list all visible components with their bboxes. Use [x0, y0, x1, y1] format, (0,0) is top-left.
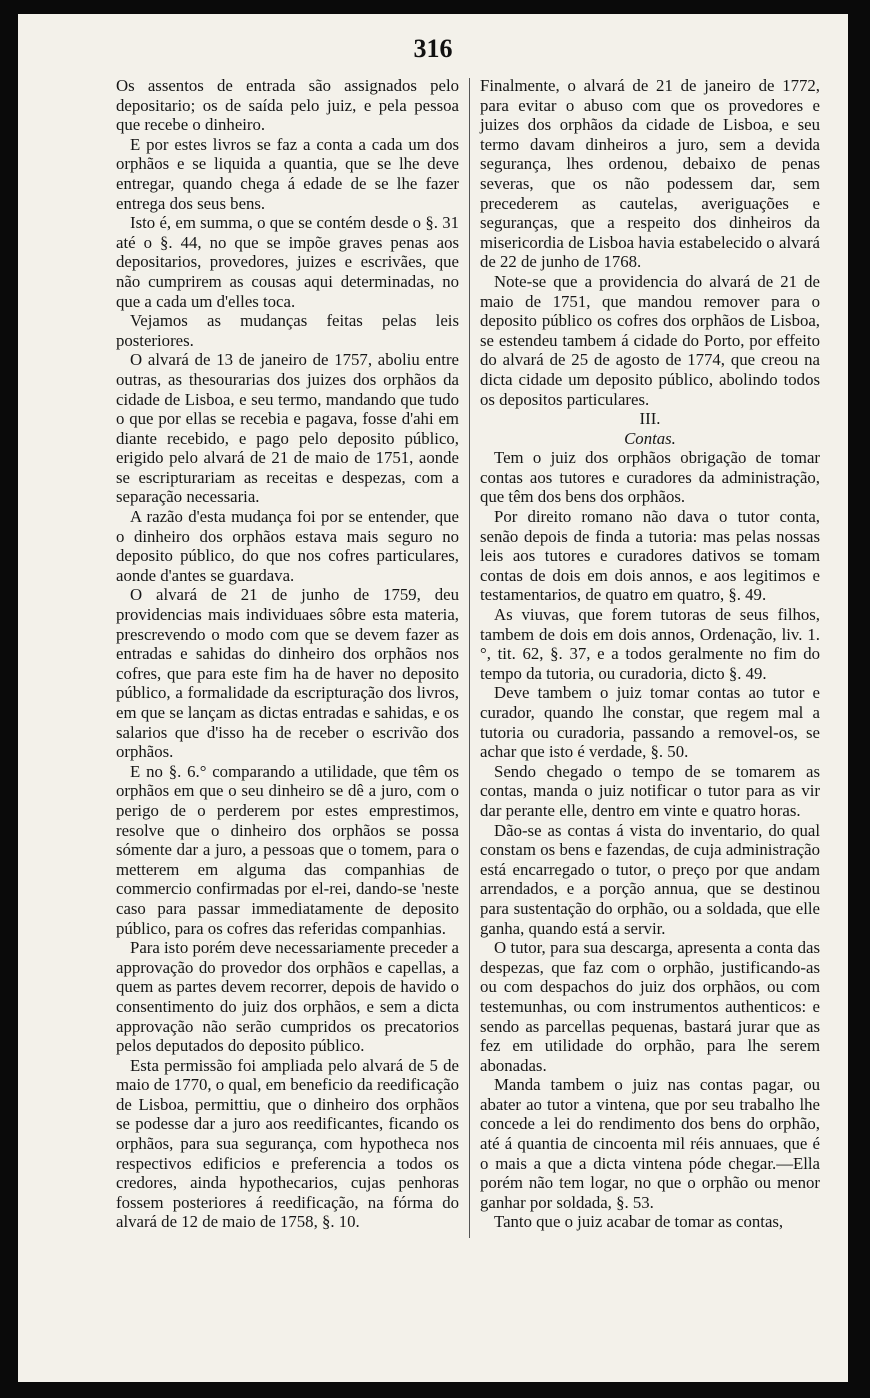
page-number: 316: [413, 34, 453, 63]
paragraph: O alvará de 13 de janeiro de 1757, aboliu entre outras, as thesourarias dos juizes dos orphãos da cidade de Lisboa, e seu termo, mandando que tudo o que por ellas se recebia e pagava, fosse d'ahi em diante recebido, e pago pelo deposito público, erigido pelo alvará de 21 de maio de 1751, aonde se escripturariam as receitas e despezas, com a separação necessaria.: [116, 350, 459, 507]
paragraph: As viuvas, que forem tutoras de seus filhos, tambem de dois em dois annos, Ordenação, liv. 1.°, tit. 62, §. 37, e a todos geralmente no fim do tempo da tutoria, ou curadoria, dicto §. 49.: [480, 605, 820, 683]
column-divider: [469, 78, 470, 1238]
paragraph: Esta permissão foi ampliada pelo alvará de 5 de maio de 1770, o qual, em beneficio da reedificação de Lisboa, permittiu, que o dinheiro dos orphãos se podesse dar a juro aos reedificantes, ficando os orphãos, para sua segurança, com hypotheca nos respectivos edificios e preferencia a todos os credores, ainda hypothecarios, cujas penhoras fossem posteriores á reedificação, na fórma do alvará de 12 de maio de 1758, §. 10.: [116, 1055, 459, 1232]
section-number: III.: [639, 409, 661, 429]
paragraph: Sendo chegado o tempo de se tomarem as contas, manda o juiz notificar o tutor para as vir dar perante elle, dentro em vinte e quatro horas.: [480, 761, 820, 820]
paragraph: Note-se que a providencia do alvará de 21 de maio de 1751, que mandou remover para o deposito público os cofres dos orphãos de Lisboa, se estendeu tambem á cidade do Porto, por effeito do alvará de 25 de agosto de 1774, que creou na dicta cidade um deposito público, abolindo todos os depositos particulares.: [480, 271, 820, 409]
paragraph: Finalmente, o alvará de 21 de janeiro de 1772, para evitar o abuso com que os provedores e juizes dos orphãos da cidade de Lisboa, e seu termo davam dinheiros a juro, sem a devida segurança, lhes ordenou, debaixo de penas severas, que os não podessem dar, sem precederem as cautelas, averiguações e seguranças, que a respeito dos dinheiros da misericordia de Lisboa havia estabelecido o alvará de 22 de junho de 1768.: [480, 76, 820, 272]
paragraph: Manda tambem o juiz nas contas pagar, ou abater ao tutor a vintena, que por seu trabalho lhe concede a lei do rendimento dos bens do orphão, até á quantia de cincoenta mil réis annuaes, que é o mais a que a dicta vintena póde chegar.—Ella porém não tem logar, no que o orphão ou menor ganhar por soldada, §. 53.: [480, 1075, 820, 1212]
right-column: [480, 76, 820, 1232]
paragraph: Tanto que o juiz acabar de tomar as contas,: [494, 1212, 784, 1232]
paragraph: Tem o juiz dos orphãos obrigação de tomar contas aos tutores e curadores da administração, que têm dos bens dos orphãos.: [480, 448, 820, 507]
paragraph: Dão-se as contas á vista do inventario, do qual constam os bens e fazendas, de cuja administração está encarregado o tutor, o preço por que andam arrendados, e a porção annua, que se destinou para sustentação do orphão, ou a soldada, que elle ganha, quando está a servir.: [480, 820, 820, 938]
left-column: [116, 76, 459, 1232]
paragraph: O alvará de 21 de junho de 1759, deu providencias mais individuaes sôbre esta materia, prescrevendo o modo com que se devem fazer as entradas e sahidas do dinheiro dos orphãos nos cofres, que para este fim ha de haver no deposito público, a formalidade da escripturação dos livros, em que se lançam as dictas entradas e sahidas, e os salarios que d'isso ha de receber o escrivão dos orphãos.: [116, 585, 459, 762]
paragraph: E por estes livros se faz a conta a cada um dos orphãos e se liquida a quantia, que se lhe deve entregar, quando chega á edade de se lhe fazer entrega dos seus bens.: [116, 134, 459, 213]
paragraph: Por direito romano não dava o tutor conta, senão depois de finda a tutoria: mas pelas nossas leis aos tutores e curadores dativos se tomam contas de dois em dois annos, e aos legitimos e testamentarios, de quatro em quatro, §. 49.: [480, 507, 820, 605]
section-title: Contas.: [624, 428, 676, 448]
paragraph: Isto é, em summa, o que se contém desde o §. 31 até o §. 44, no que se impõe graves penas aos depositarios, provedores, juizes e escrivães, que não cumprirem as cousas aqui determinadas, no que a cada um d'elles toca.: [116, 213, 459, 311]
paragraph: Para isto porém deve necessariamente preceder a approvação do provedor dos orphãos e capellas, a quem as partes devem recorrer, depois de havido o consentimento do juiz dos orphãos, e sem a dicta approvação não serão cumpridos os precatorios pelos deputados do deposito público.: [116, 938, 459, 1056]
paragraph: A razão d'esta mudança foi por se entender, que o dinheiro dos orphãos estava mais seguro no deposito público, do que nos cofres particulares, aonde d'antes se guardava.: [116, 507, 459, 585]
document-page: [18, 14, 848, 1382]
paragraph: O tutor, para sua descarga, apresenta a conta das despezas, que faz com o orphão, justificando-as ou com despachos do juiz dos orphãos, ou com testemunhas, ou com instrumentos authenticos: e sendo as parcellas pequenas, bastará jurar que as fez em utilidade do orphão, para lhe serem abonadas.: [480, 938, 820, 1075]
paragraph: Vejamos as mudanças feitas pelas leis posteriores.: [116, 311, 459, 350]
paragraph: Deve tambem o juiz tomar contas ao tutor e curador, quando lhe constar, que regem mal a tutoria ou curadoria, passando a removel-os, se achar que isto é verdade, §. 50.: [480, 683, 820, 762]
paragraph: Os assentos de entrada são assignados pelo depositario; os de saída pelo juiz, e pela pessoa que recebe o dinheiro.: [116, 76, 459, 135]
paragraph: E no §. 6.° comparando a utilidade, que têm os orphãos em que o seu dinheiro se dê a juro, com o perigo de o perderem por estes emprestimos, resolve que o dinheiro dos orphãos se possa sómente dar a juro, a pessoas que o tomem, para o metterem em alguma das companhias de commercio confirmadas por el-rei, dando-se 'neste caso para passar immediatamente de deposito público, para os cofres das referidas companhias.: [116, 761, 459, 938]
